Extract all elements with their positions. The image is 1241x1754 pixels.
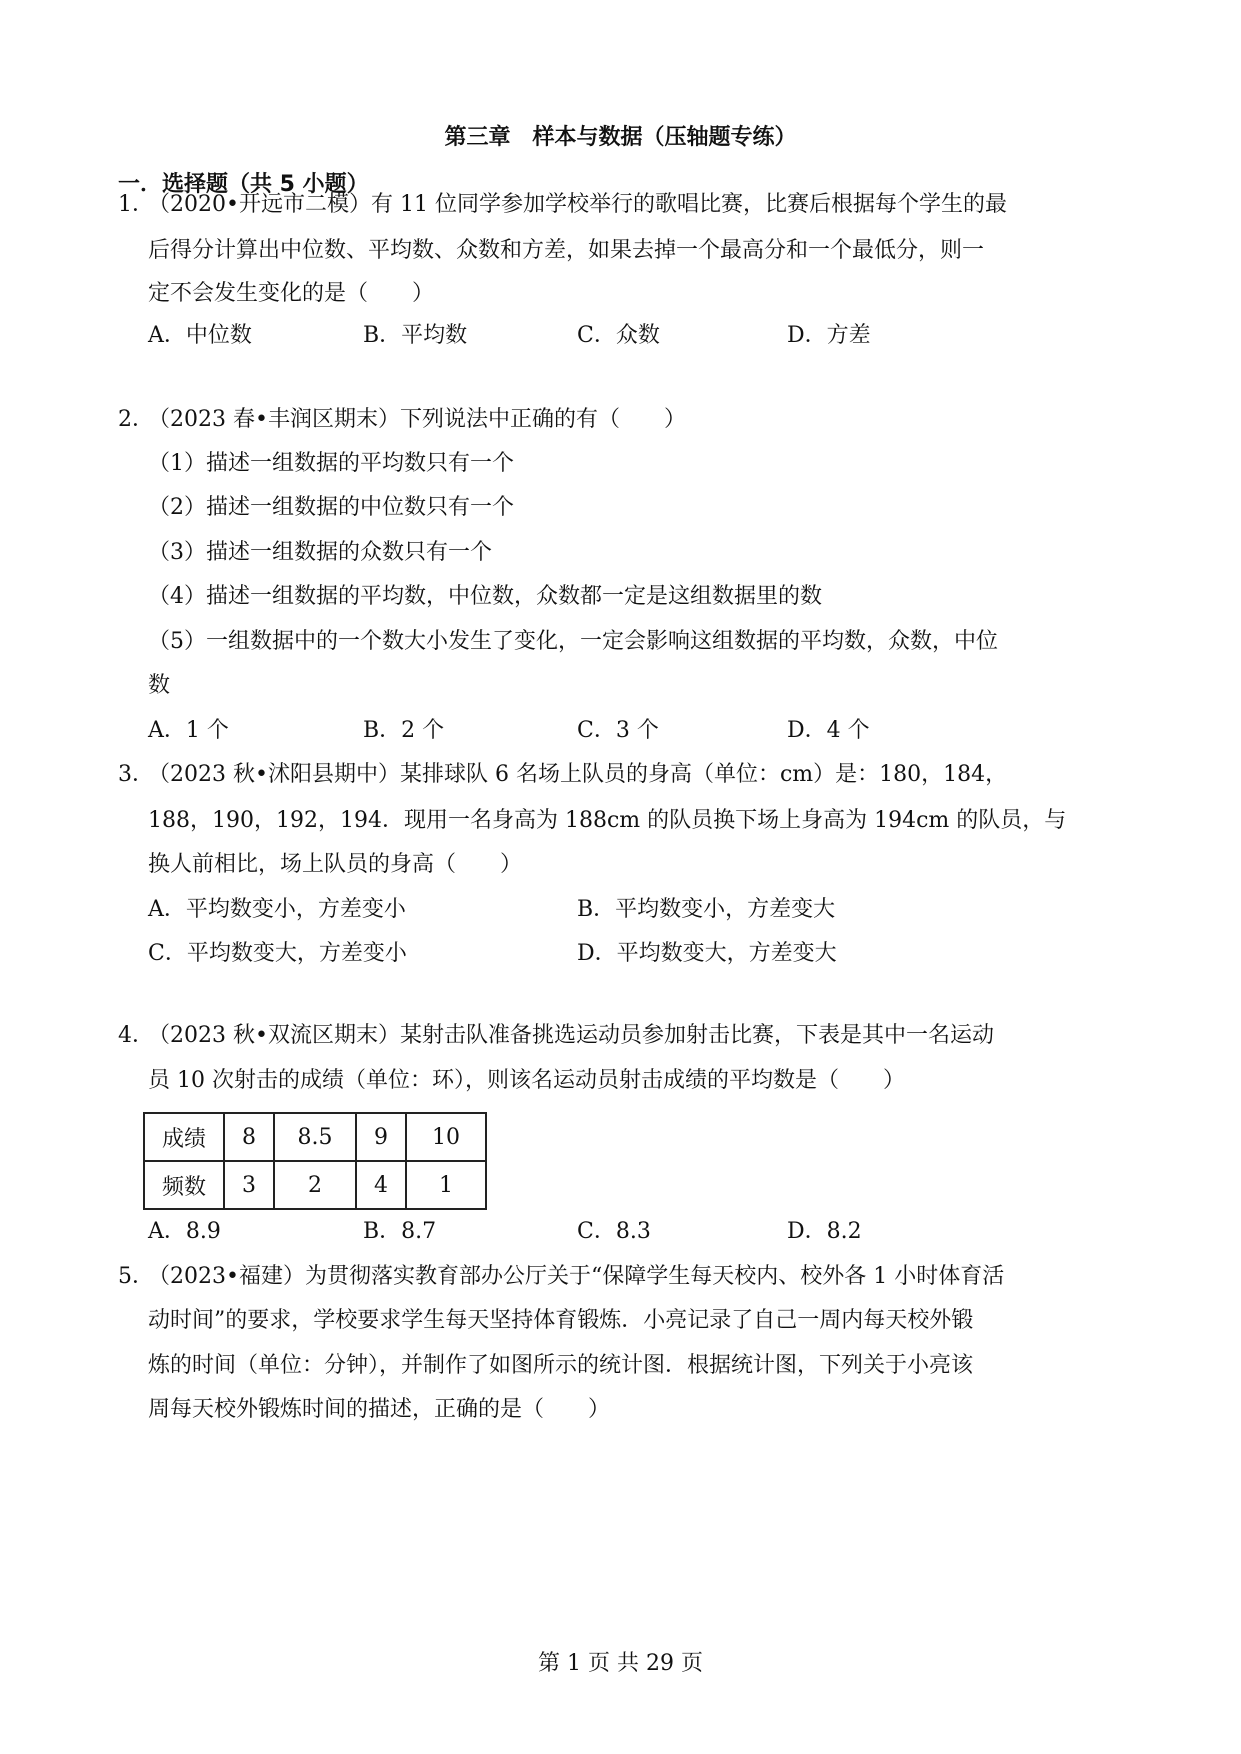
- option-b: B．平均数变小，方差变大: [577, 897, 836, 922]
- question-text-line: 换人前相比，场上队员的身高（ ）: [148, 852, 523, 877]
- question-number: 5．: [118, 1264, 154, 1289]
- statement-item: 数: [148, 673, 171, 698]
- question-text-line: 周每天校外锻炼时间的描述，正确的是（ ）: [148, 1397, 611, 1422]
- option-d: D．8.2: [787, 1219, 862, 1244]
- table-cell: 频数: [144, 1161, 224, 1209]
- option-b: B．平均数: [363, 323, 468, 348]
- question-number: 1．: [118, 192, 154, 217]
- question-text-line: （2023 秋•沭阳县期中）某排球队 6 名场上队员的身高（单位：cm）是：180，184，: [148, 762, 1008, 787]
- option-c: C．平均数变大，方差变小: [148, 941, 407, 966]
- page-title: 第三章 样本与数据（压轴题专练）: [444, 125, 797, 150]
- option-a: A．8.9: [148, 1219, 221, 1244]
- question-text-line: 动时间”的要求，学校要求学生每天坚持体育锻炼．小亮记录了自己一周内每天校外锻: [148, 1308, 974, 1333]
- statement-item: （4）描述一组数据的平均数，中位数，众数都一定是这组数据里的数: [148, 584, 822, 609]
- table-row: [144, 1161, 486, 1209]
- table-cell: 3: [224, 1161, 274, 1209]
- question-text-line: 炼的时间（单位：分钟），并制作了如图所示的统计图．根据统计图，下列关于小亮该: [148, 1353, 974, 1378]
- table-cell: 9: [356, 1113, 406, 1161]
- statement-item: （1）描述一组数据的平均数只有一个: [148, 451, 514, 476]
- question-number: 4．: [118, 1023, 154, 1048]
- table-cell: 2: [274, 1161, 356, 1209]
- question-number: 3．: [118, 762, 154, 787]
- option-c: C．8.3: [577, 1219, 651, 1244]
- statement-item: （3）描述一组数据的众数只有一个: [148, 540, 492, 565]
- option-b: B．2 个: [363, 718, 445, 743]
- question-text-line: （2023•福建）为贯彻落实教育部办公厅关于“保障学生每天校内、校外各 1 小时体育活: [148, 1264, 1005, 1289]
- question-text-line: 188，190，192，194．现用一名身高为 188cm 的队员换下场上身高为 194cm 的队员，与: [148, 808, 1067, 833]
- question-number: 2．: [118, 407, 154, 432]
- table-row: [144, 1113, 486, 1161]
- page-footer: 第 1 页 共 29 页: [538, 1651, 703, 1676]
- option-a: A．平均数变小，方差变小: [148, 897, 406, 922]
- question-text-line: 后得分计算出中位数、平均数、众数和方差，如果去掉一个最高分和一个最低分，则一: [148, 238, 985, 263]
- table-cell: 4: [356, 1161, 406, 1209]
- question-text-line: 定不会发生变化的是（ ）: [148, 281, 435, 306]
- table-cell: 成绩: [144, 1113, 224, 1161]
- table-cell: 8: [224, 1113, 274, 1161]
- statement-item: （2）描述一组数据的中位数只有一个: [148, 495, 514, 520]
- option-a: A．1 个: [148, 718, 229, 743]
- question-text-line: （2023 春•丰润区期末）下列说法中正确的有（ ）: [148, 407, 686, 432]
- question-text-line: （2020•开远市二模）有 11 位同学参加学校举行的歌唱比赛，比赛后根据每个学生的最: [148, 192, 1007, 217]
- option-c: C．3 个: [577, 718, 659, 743]
- option-d: D．平均数变大，方差变大: [577, 941, 837, 966]
- question-text-line: 员 10 次射击的成绩（单位：环），则该名运动员射击成绩的平均数是（ ）: [148, 1068, 905, 1093]
- option-b: B．8.7: [363, 1219, 437, 1244]
- table-cell: 8.5: [274, 1113, 356, 1161]
- table-cell: 10: [406, 1113, 486, 1161]
- question-text-line: （2023 秋•双流区期末）某射击队准备挑选运动员参加射击比赛，下表是其中一名运动: [148, 1023, 994, 1048]
- option-c: C．众数: [577, 323, 660, 348]
- table-cell: 1: [406, 1161, 486, 1209]
- score-table: [143, 1112, 487, 1210]
- option-a: A．中位数: [148, 323, 252, 348]
- option-d: D．4 个: [787, 718, 870, 743]
- statement-item: （5）一组数据中的一个数大小发生了变化，一定会影响这组数据的平均数，众数，中位: [148, 629, 998, 654]
- section-heading: 一．选择题（共 5 小题）: [118, 172, 369, 197]
- option-d: D．方差: [787, 323, 871, 348]
